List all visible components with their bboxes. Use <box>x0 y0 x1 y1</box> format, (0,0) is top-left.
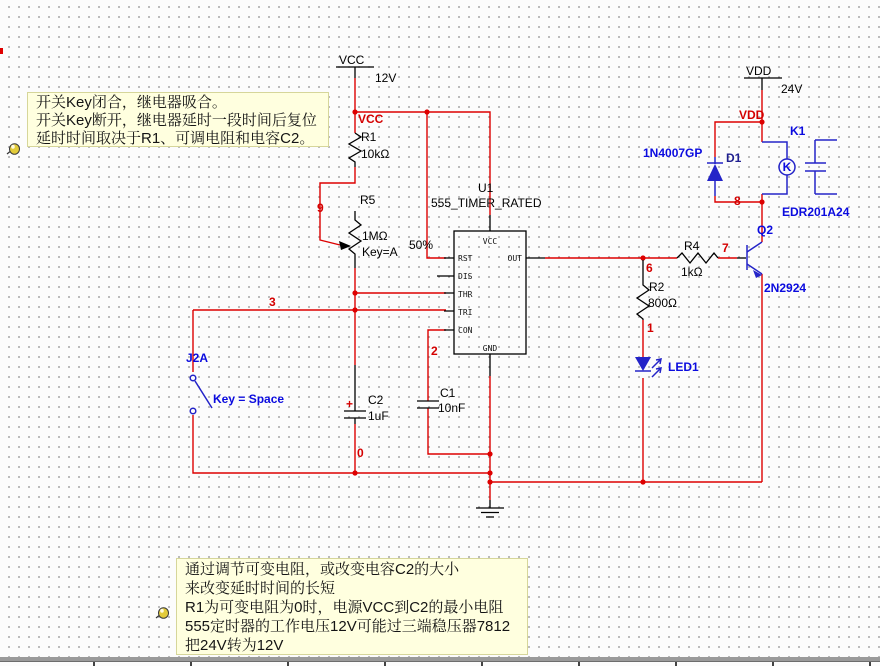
wire-net-vdd[interactable] <box>715 90 762 157</box>
r5-value-label: 1MΩ <box>362 229 388 243</box>
power-source-vdd[interactable] <box>744 64 802 96</box>
note-line: 延时时间取决于R1、可调电阻和电容C2。 <box>36 130 315 147</box>
led1-ref-label: LED1 <box>668 360 699 374</box>
netlabel-vdd: VDD <box>739 108 765 122</box>
sheet-origin-mark <box>0 48 3 54</box>
c2-ref-label: C2 <box>368 393 384 407</box>
comment-note-bottom[interactable] <box>176 558 528 655</box>
ground-symbol[interactable] <box>476 500 504 517</box>
comment-note-top[interactable] <box>27 92 329 147</box>
net-labels <box>269 108 765 460</box>
u1-pin-dis: DIS <box>458 272 473 281</box>
netlabel-6: 6 <box>646 261 653 275</box>
diode-d1[interactable] <box>643 146 742 196</box>
u1-pin-out: OUT <box>507 254 522 263</box>
capacitor-c2[interactable] <box>344 365 389 424</box>
u1-part-label: 555_TIMER_RATED <box>431 196 542 210</box>
netlabel-vcc: VCC <box>358 112 384 126</box>
k1-coil-letter: K <box>782 160 792 174</box>
u1-pin-rst: RST <box>458 254 473 263</box>
u1-pin-thr: THR <box>458 290 473 299</box>
netlabel-2: 2 <box>431 344 438 358</box>
note-line: 来改变延时时间的长短 <box>185 580 336 597</box>
junction-dots <box>352 109 764 484</box>
resistor-r1[interactable] <box>349 130 389 167</box>
d1-triangle-icon <box>707 164 723 181</box>
c1-ref-label: C1 <box>440 386 456 400</box>
r1-value-label: 10kΩ <box>361 147 390 161</box>
potentiometer-r5[interactable] <box>339 193 433 268</box>
r4-ref-label: R4 <box>684 239 700 253</box>
vdd-voltage-label: 24V <box>781 82 803 96</box>
u1-pin-con: CON <box>458 326 473 335</box>
note-line: 把24V转为12V <box>185 637 284 654</box>
q2-ref-label: Q2 <box>757 223 774 237</box>
j2a-key-label: Key = Space <box>213 392 285 406</box>
netlabel-1: 1 <box>647 321 654 335</box>
r5-key-label: Key=A <box>362 245 398 259</box>
d1-part-label: 1N4007GP <box>643 146 703 160</box>
r1-ref-label: R1 <box>361 130 377 144</box>
bottom-ruler-ticks <box>0 662 880 666</box>
netlabel-9: 9 <box>317 201 324 215</box>
note-line: 开关Key断开，继电器延时一段时间后复位 <box>36 112 317 129</box>
wire-net-3[interactable] <box>193 268 446 372</box>
r4-value-label: 1kΩ <box>681 265 703 279</box>
k1-part-label: EDR201A24 <box>782 205 850 219</box>
q2-part-label: 2N2924 <box>764 281 807 295</box>
comment-pin-icon[interactable] <box>5 142 21 156</box>
note-line: 555定时器的工作电压12V可能过三端稳压器7812 <box>185 618 511 635</box>
u1-pin-tri: TRI <box>458 308 473 317</box>
transistor-q2[interactable] <box>737 223 806 295</box>
resistor-r4[interactable] <box>677 239 718 279</box>
u1-pin-vcc: VCC <box>482 237 498 246</box>
k1-ref-label: K1 <box>790 124 806 138</box>
resistor-r2[interactable] <box>637 260 677 320</box>
power-source-vcc[interactable] <box>336 53 396 85</box>
j2a-ref-label: J2A <box>186 351 209 365</box>
vcc-voltage-label: 12V <box>375 71 397 85</box>
c2-plus-label: + <box>346 397 354 411</box>
ic-u1-555-timer[interactable] <box>431 181 545 376</box>
netlabel-7: 7 <box>722 241 729 255</box>
c2-value-label: 1uF <box>368 409 389 423</box>
r2-ref-label: R2 <box>649 280 665 294</box>
note-line: 通过调节可变电阻，或改变电容C2的大小 <box>185 561 460 578</box>
r5-ref-label: R5 <box>360 193 376 207</box>
relay-k1[interactable] <box>762 124 850 219</box>
vcc-power-label: VCC <box>339 53 365 67</box>
comment-pin-icon[interactable] <box>154 606 170 620</box>
note-line: R1为可变电阻为0时，电源VCC到C2的最小电阻 <box>185 599 504 616</box>
led-led1[interactable] <box>635 357 699 377</box>
r2-value-label: 800Ω <box>648 296 677 310</box>
r5-wiper-percent-label: 50% <box>409 238 434 252</box>
d1-ref-label: D1 <box>726 151 742 165</box>
capacitor-c1[interactable] <box>417 386 465 415</box>
switch-j2a[interactable] <box>186 351 284 414</box>
c1-value-label: 10nF <box>438 401 466 415</box>
note-line: 开关Key闭合，继电器吸合。 <box>36 94 227 111</box>
u1-pin-gnd: GND <box>482 344 498 353</box>
u1-ref-label: U1 <box>478 181 494 195</box>
netlabel-8: 8 <box>734 194 741 208</box>
vdd-power-label: VDD <box>746 64 772 78</box>
netlabel-0: 0 <box>357 446 364 460</box>
led1-triangle-icon <box>635 357 651 371</box>
netlabel-3: 3 <box>269 295 276 309</box>
